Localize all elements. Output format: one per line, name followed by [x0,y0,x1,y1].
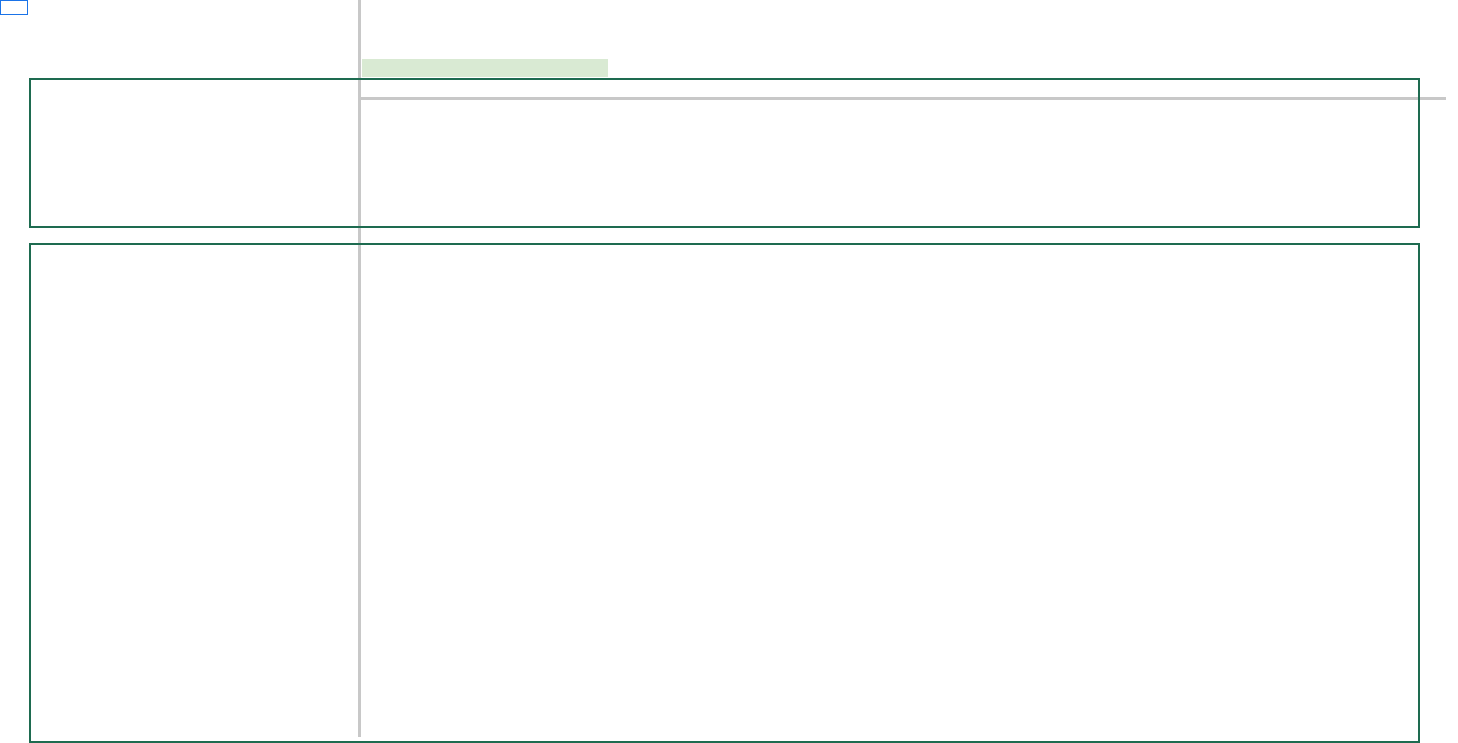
selected-cell[interactable] [0,0,28,15]
breakdown-table-border [29,243,1420,743]
frozen-column-divider[interactable] [358,0,361,737]
fill-hint [362,59,608,77]
summary-table-border [29,78,1420,228]
automagic-side-label [0,101,25,223]
frozen-row-divider[interactable] [361,97,1446,100]
